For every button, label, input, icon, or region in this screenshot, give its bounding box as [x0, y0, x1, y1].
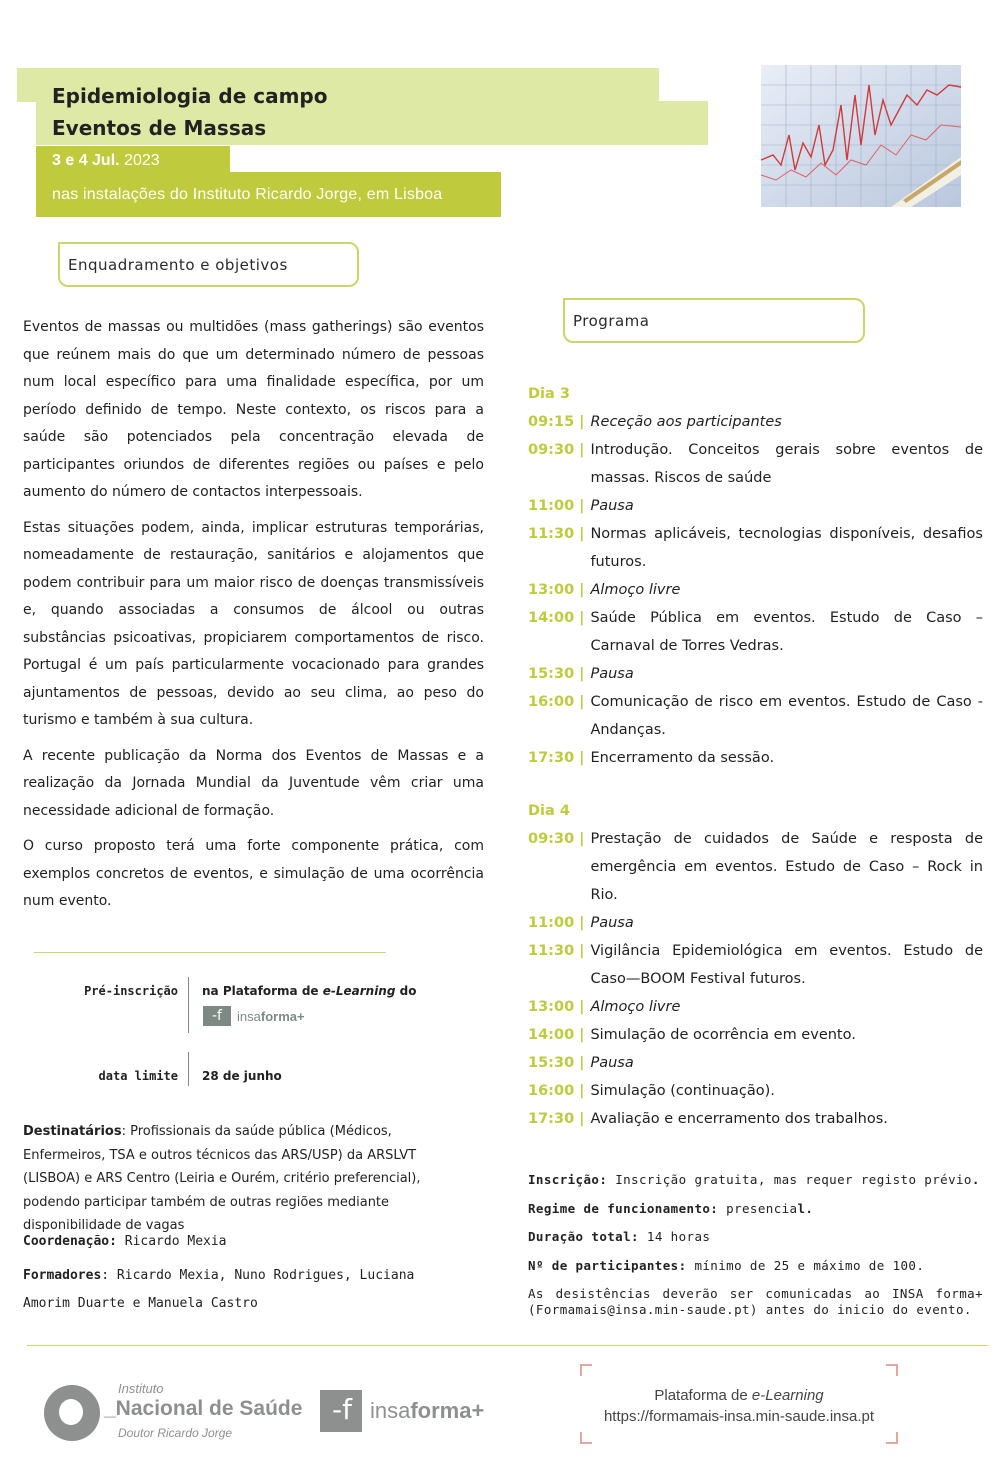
- trainers-value: : Ricardo Mexia, Nuno Rodrigues, Luciana Amorim Duarte e Manuela Castro: [23, 1268, 415, 1311]
- schedule-description: Simulação (continuação).: [590, 1083, 775, 1099]
- platform-title-text: Plataforma de: [654, 1387, 752, 1404]
- schedule-description: Pausa: [590, 498, 634, 514]
- schedule-separator: |: [579, 1111, 585, 1127]
- intro-paragraph-1: Eventos de massas ou multidões (mass gatherings) são eventos que reúnem mais do que um determinado número de pessoas num local específico para uma finalidade específica, por um período definido de tempo. Neste contexto, os riscos para a saúde são potenciados pela concentração elevada de participantes oriundos de diferentes regiões ou países e pelo aumento do número de contactos interpessoais.: [23, 319, 484, 500]
- schedule-description: Prestação de cuidados de Saúde e resposta de emergência em eventos. Estudo de Caso – Rock in Rio.: [590, 831, 983, 903]
- platform-url-link[interactable]: https://formamais-insa.min-saude.insa.pt: [603, 1408, 875, 1425]
- schedule-item: [528, 520, 983, 576]
- schedule-separator: |: [579, 999, 585, 1015]
- schedule-description: Normas aplicáveis, tecnologias disponíveis, desafios futuros.: [590, 526, 983, 570]
- insa-logo-line2: _Nacional de Saúde: [104, 1397, 303, 1420]
- schedule-description: Encerramento da sessão.: [590, 750, 775, 766]
- schedule-time: 14:00: [528, 1027, 575, 1043]
- schedule-time: 09:15: [528, 414, 575, 430]
- event-date-days: 3 e 4 Jul.: [52, 152, 120, 169]
- schedule-time: 09:30: [528, 831, 575, 847]
- schedule-time: 17:30: [528, 750, 575, 766]
- schedule-separator: |: [579, 750, 585, 766]
- insa-logo: [44, 1381, 303, 1449]
- info-withdrawals: As desistências deverão ser comunicadas ao INSA forma+ (Formamais@insa.min-saude.pt) antes do inicio do evento.: [528, 1286, 983, 1317]
- info-participants-label: Nº de participantes:: [528, 1257, 687, 1273]
- pre-registration-label: Pré-inscrição: [84, 984, 178, 998]
- info-regime-end: l.: [797, 1200, 814, 1216]
- schedule-time: 11:00: [528, 915, 575, 931]
- schedule-item: [528, 492, 983, 520]
- trainers-label: Formadores: [23, 1268, 102, 1283]
- info-duration-label: Duração total:: [528, 1229, 639, 1244]
- schedule-time: 13:00: [528, 999, 575, 1015]
- corner-mark: [580, 1364, 592, 1376]
- divider: [34, 952, 386, 953]
- schedule-description: Comunicação de risco em eventos. Estudo de Caso - Andanças.: [590, 694, 983, 738]
- event-date: [52, 152, 160, 170]
- schedule-time: 11:30: [528, 943, 575, 959]
- schedule-description: Vigilância Epidemiológica em eventos. Estudo de Caso—BOOM Festival futuros.: [590, 943, 983, 987]
- schedule-separator: |: [579, 1055, 585, 1071]
- schedule-item: [528, 1021, 983, 1049]
- schedule-time: 16:00: [528, 1083, 575, 1099]
- insaforma-logo: [320, 1390, 484, 1432]
- insaforma-logo-text: [237, 1009, 305, 1024]
- insa-logo-line3: Doutor Ricardo Jorge: [118, 1426, 233, 1440]
- day-4-heading: Dia 4: [528, 803, 570, 819]
- logo-text-bold: forma+: [260, 1008, 305, 1024]
- info-inscricao: Inscrição: Inscrição gratuita, mas requer registo prévio.: [528, 1172, 980, 1187]
- schedule-description: Pausa: [590, 1055, 634, 1071]
- intro-paragraph-3: A recente publicação da Norma dos Eventos de Massas e a realização da Jornada Mundial da Juventude vêm criar uma necessidade adicional de formação.: [23, 747, 484, 819]
- schedule-separator: |: [579, 526, 585, 542]
- schedule-separator: |: [579, 915, 585, 931]
- schedule-description: Pausa: [590, 915, 634, 931]
- schedule-description: Avaliação e encerramento dos trabalhos.: [590, 1111, 888, 1127]
- info-regime-label: Regime de funcionamento:: [528, 1200, 719, 1216]
- formamais-light: insa: [370, 1398, 411, 1423]
- trainers: [23, 1262, 463, 1318]
- schedule-item: [528, 1077, 983, 1105]
- schedule-description: Simulação de ocorrência em evento.: [590, 1027, 856, 1043]
- schedule-item: [528, 408, 983, 436]
- info-participants: [528, 1252, 983, 1281]
- schedule-time: 17:30: [528, 1111, 575, 1127]
- schedule-time: 15:30: [528, 666, 575, 682]
- pre-registration-value: [202, 984, 416, 998]
- day-3-heading: Dia 3: [528, 386, 570, 402]
- formamais-bold: forma+: [410, 1398, 485, 1423]
- schedule-description: Saúde Pública em eventos. Estudo de Caso – Carnaval de Torres Vedras.: [590, 610, 983, 654]
- platform-title-elearning: e-Learning: [751, 1387, 824, 1404]
- coordination-value: Ricardo Mexia: [116, 1234, 227, 1249]
- schedule-time: 13:00: [528, 582, 575, 598]
- info-inscricao-value: Inscrição gratuita, mas requer registo prévio: [607, 1172, 972, 1187]
- program-schedule: [528, 380, 983, 1133]
- schedule-time: 11:00: [528, 498, 575, 514]
- schedule-time: 15:30: [528, 1055, 575, 1071]
- schedule-description: Almoço livre: [590, 582, 681, 598]
- schedule-separator: |: [579, 442, 585, 458]
- schedule-separator: |: [579, 831, 585, 847]
- info-regime: [528, 1195, 983, 1224]
- schedule-item: [528, 993, 983, 1021]
- target-audience-label: Destinatários: [23, 1124, 122, 1139]
- coordination: [23, 1234, 227, 1249]
- target-audience: [23, 1120, 443, 1238]
- schedule-separator: |: [579, 610, 585, 626]
- info-duration-value: 14 horas: [638, 1229, 711, 1244]
- pre-registration-elearning: e-Learning: [322, 984, 396, 998]
- section-enquadramento: Enquadramento e objetivos: [58, 242, 359, 287]
- schedule-description: Almoço livre: [590, 999, 681, 1015]
- info-participants-value: mínimo de 25 e máximo de 100.: [686, 1257, 925, 1273]
- schedule-separator: |: [579, 1027, 585, 1043]
- insaforma-mark-icon: -f: [203, 1006, 231, 1026]
- schedule-separator: |: [579, 666, 585, 682]
- insaforma-logo-small[interactable]: [203, 1006, 305, 1026]
- corner-mark: [886, 1432, 898, 1444]
- insaforma-logo-text: [370, 1398, 484, 1424]
- page-title: [52, 80, 327, 144]
- elearning-platform-box: [580, 1364, 898, 1444]
- intro-paragraph-4: O curso proposto terá uma forte componente prática, com exemplos concretos de eventos, e simulação de uma ocorrência num evento.: [23, 838, 484, 909]
- schedule-description: Receção aos participantes: [590, 414, 782, 430]
- ecg-chart-photo: [761, 65, 961, 207]
- schedule-item: [528, 744, 983, 772]
- schedule-time: 14:00: [528, 610, 575, 626]
- day-4-list: [528, 825, 983, 1133]
- deadline-value: 28 de junho: [202, 1069, 282, 1083]
- title-line-1: Epidemiologia de campo: [52, 84, 328, 108]
- corner-mark: [886, 1364, 898, 1376]
- info-duration: [528, 1223, 983, 1252]
- schedule-description: Introdução. Conceitos gerais sobre eventos de massas. Riscos de saúde: [590, 442, 983, 486]
- divider: [188, 977, 189, 1033]
- intro-text: [23, 314, 484, 924]
- corner-mark: [580, 1432, 592, 1444]
- schedule-item: [528, 1049, 983, 1077]
- logo-text-light: insa: [237, 1008, 261, 1024]
- schedule-time: 09:30: [528, 442, 575, 458]
- platform-title: [580, 1387, 898, 1404]
- divider: [188, 1052, 189, 1086]
- schedule-separator: |: [579, 582, 585, 598]
- course-info: [528, 1166, 983, 1318]
- schedule-item: [528, 660, 983, 688]
- schedule-item: [528, 576, 983, 604]
- schedule-separator: |: [579, 943, 585, 959]
- deadline-label: data limite: [98, 1069, 178, 1083]
- event-venue: nas instalações do Instituto Ricardo Jorge, em Lisboa: [52, 186, 443, 203]
- pre-registration-text: na Plataforma de: [202, 984, 323, 998]
- title-line-2: Eventos de Massas: [52, 116, 267, 140]
- schedule-time: 16:00: [528, 694, 575, 710]
- info-inscricao-label: Inscrição:: [528, 1172, 608, 1187]
- footer-divider: [27, 1345, 988, 1346]
- schedule-item: [528, 1105, 983, 1133]
- schedule-separator: |: [579, 1083, 585, 1099]
- insa-circle-icon: [44, 1385, 100, 1441]
- pre-registration-suffix: do: [395, 984, 417, 998]
- coordination-label: Coordenação:: [23, 1234, 117, 1249]
- info-regime-value: presencia: [718, 1200, 798, 1216]
- schedule-item: [528, 436, 983, 492]
- schedule-time: 11:30: [528, 526, 575, 542]
- event-date-year: 2023: [124, 152, 160, 169]
- intro-paragraph-2: Estas situações podem, ainda, implicar estruturas temporárias, nomeadamente de restauração, sanitários e alojamentos que podem contribuir para um maior risco de doenças transmissíveis e, quando associadas a consumos de álcool ou outras substâncias psicoativas, propiciarem comportamentos de risco. Portugal é um país particularmente vocacionado para grandes ajuntamentos de pessoas, devido ao seu clima, ao peso do turismo e também à sua cultura.: [23, 519, 484, 728]
- schedule-separator: |: [579, 694, 585, 710]
- day-3-list: [528, 408, 983, 772]
- insaforma-mark-icon: -f: [320, 1390, 362, 1432]
- insa-logo-line1: Instituto: [118, 1381, 164, 1396]
- schedule-item: [528, 825, 983, 909]
- schedule-description: Pausa: [590, 666, 634, 682]
- schedule-item: [528, 937, 983, 993]
- schedule-item: [528, 688, 983, 744]
- schedule-item: [528, 909, 983, 937]
- target-audience-text: : Profissionais da saúde pública (Médicos, Enfermeiros, TSA e outros técnicos das ARS/USP) da ARSLVT (LISBOA) e ARS Centro (Leiria e Ourém, critério preferencial), podendo participar também de outras regiões mediante disponibilidade de vagas: [23, 1124, 421, 1233]
- schedule-item: [528, 604, 983, 660]
- schedule-separator: |: [579, 414, 585, 430]
- section-programa: Programa: [563, 298, 865, 343]
- schedule-separator: |: [579, 498, 585, 514]
